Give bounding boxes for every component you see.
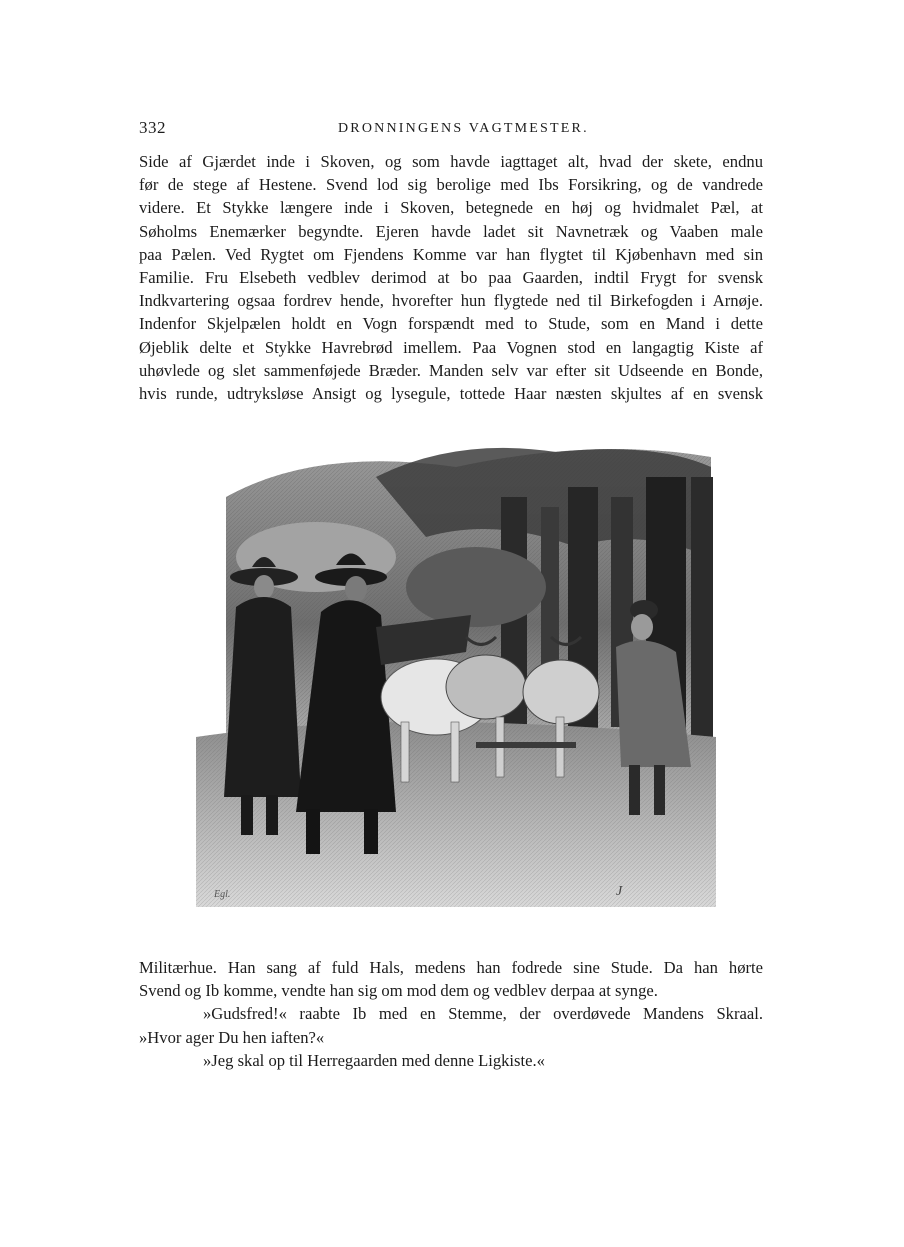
artist-signature-right: J	[616, 884, 623, 899]
text-line: paa Pælen. Ved Rygtet om Fjendens Komme var han flygtet til Kjøbenhavn med sin	[139, 244, 763, 264]
running-title: DRONNINGENS VAGTMESTER.	[338, 121, 589, 136]
artist-signature-left: Egl.	[214, 889, 231, 900]
forest-ox-cart-engraving	[196, 437, 716, 907]
upper-paragraph	[139, 150, 763, 405]
text-line: uhøvlede og slet sammenføjede Bræder. Manden selv var efter sit Udseende en Bonde,	[139, 360, 763, 380]
text-line: Militærhue. Han sang af fuld Hals, medens han fodrede sine Stude. Da han hørte	[139, 958, 763, 977]
text-line: Familie. Fru Elsebeth vedblev derimod at bo paa Gaarden, indtil Frygt for svensk	[139, 268, 763, 288]
text-line: Indenfor Skjelpælen holdt en Vogn forspændt med to Stude, som en Mand i dette	[139, 314, 763, 334]
dialogue-line: »Gudsfred!« raabte Ib med en Stemme, der overdøvede Mandens Skraal.	[203, 1004, 763, 1024]
text-line: Indkvartering ogsaa fordrev hende, hvorefter hun flygtede ned til Birkefogden i Arnøje.	[139, 291, 763, 311]
text-line: Søholms Enemærker begyndte. Ejeren havde ladet sit Navnetræk og Vaaben male	[139, 221, 763, 241]
text-line: hvis runde, udtryksløse Ansigt og lysegule, tottede Haar næsten skjultes af en svensk	[139, 384, 763, 404]
page-number: 332	[139, 118, 166, 137]
text-line: Øjeblik delte et Stykke Havrebrød imellem. Paa Vognen stod en langagtig Kiste af	[139, 337, 763, 357]
text-line: Side af Gjærdet inde i Skoven, og som havde iagttaget alt, hvad der skete, endnu	[139, 152, 763, 171]
dialogue-line: »Hvor ager Du hen iaften?«	[139, 1027, 325, 1047]
lower-text	[139, 956, 763, 1072]
illustration	[196, 437, 716, 907]
text-line: videre. Et Stykke længere inde i Skoven, betegnede en høj og hvidmalet Pæl, at	[139, 198, 763, 218]
text-line: Svend og Ib komme, vendte han sig om mod dem og vedblev derpaa at synge.	[139, 981, 658, 1001]
dialogue-line: »Jeg skal op til Herregaarden med denne Ligkiste.«	[203, 1050, 545, 1070]
text-line: før de stege af Hestene. Svend lod sig berolige med Ibs Forsikring, og de vandrede	[139, 175, 763, 195]
